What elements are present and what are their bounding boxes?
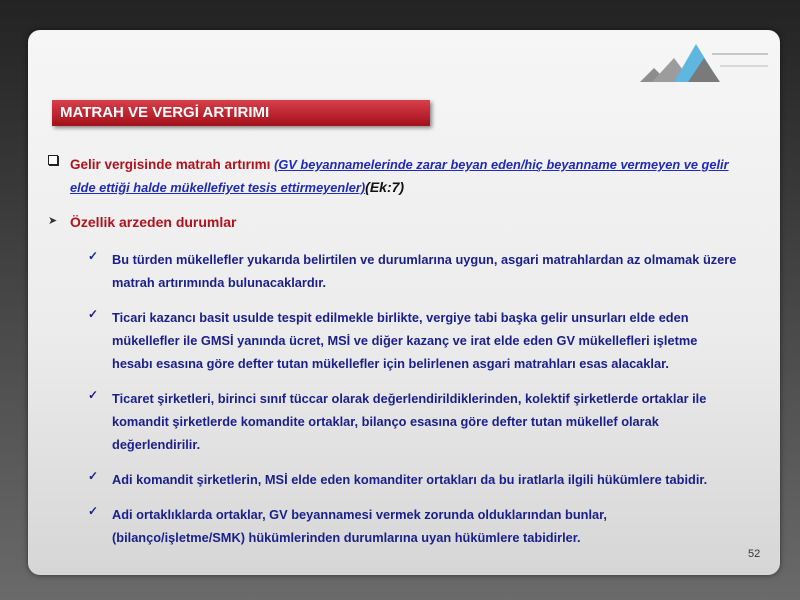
list-item <box>88 387 738 456</box>
bullet-text <box>70 153 730 199</box>
checkmark-icon: ✓ <box>88 249 99 263</box>
list-item <box>88 468 738 491</box>
bullet-text: Özellik arzeden durumlar <box>70 214 237 230</box>
slide-title: MATRAH VE VERGİ ARTIRIMI <box>52 100 430 126</box>
list-item <box>88 306 738 375</box>
slide <box>28 30 780 575</box>
bullet-link-text: (GV beyannamelerinde zarar beyan eden/hiç beyanname vermeyen ve gelir elde ettiği halde mükellefiyet tesis ettirmeyenler) <box>70 157 729 195</box>
bullet-lead: Gelir vergisinde matrah artırımı <box>70 157 275 172</box>
list-item <box>88 248 738 294</box>
checkmark-icon: ✓ <box>88 388 99 402</box>
checkmark-icon: ✓ <box>88 469 99 483</box>
list-item-text: Bu türden mükellefler yukarıda belirtilen ve durumlarına uygun, asgari matrahlardan az olmamak üzere matrah artırımında bulunacaklardır. <box>112 252 737 290</box>
checkmark-icon: ✓ <box>88 504 99 518</box>
list-item-text: Adi ortaklıklarda ortaklar, GV beyannamesi vermek zorunda olduklarından bunlar, (bilanço/işletme/SMK) hükümlerinden durumlarına uyan hükümlere tabidirler. <box>112 507 607 545</box>
square-bullet-icon <box>48 155 58 165</box>
checkmark-icon: ✓ <box>88 307 99 321</box>
list-item <box>88 503 738 549</box>
sub-bullet-list <box>88 248 738 561</box>
list-item-text: Ticaret şirketleri, birinci sınıf tüccar olarak değerlendirildiklerinden, kolektif şirketlerde ortaklar ile komandit şirketlerde komandite ortaklar, bilanço esasına göre defter tutan mükellef olarak değerlendirilir. <box>112 391 707 452</box>
list-item-text: Ticari kazancı basit usulde tespit edilmekle birlikte, vergiye tabi başka gelir unsurları elde eden mükellefler ile GMSİ yanında ücret, MSİ ve diğer kazanç ve irat elde eden GV mükellefleri işletme hesabı esasına göre defter tutan mükellefler için belirlenen asgari matrahları esas alacaklar. <box>112 310 698 371</box>
page-number: 52 <box>748 548 761 560</box>
logo <box>640 40 770 84</box>
arrowhead-bullet-icon: ➤ <box>48 215 58 227</box>
list-item-text: Adi komandit şirketlerin, MSİ elde eden komanditer ortakları da bu iratlarla ilgili hükümlere tabidir. <box>112 472 708 487</box>
bullet-reference: (Ek:7) <box>365 179 405 195</box>
